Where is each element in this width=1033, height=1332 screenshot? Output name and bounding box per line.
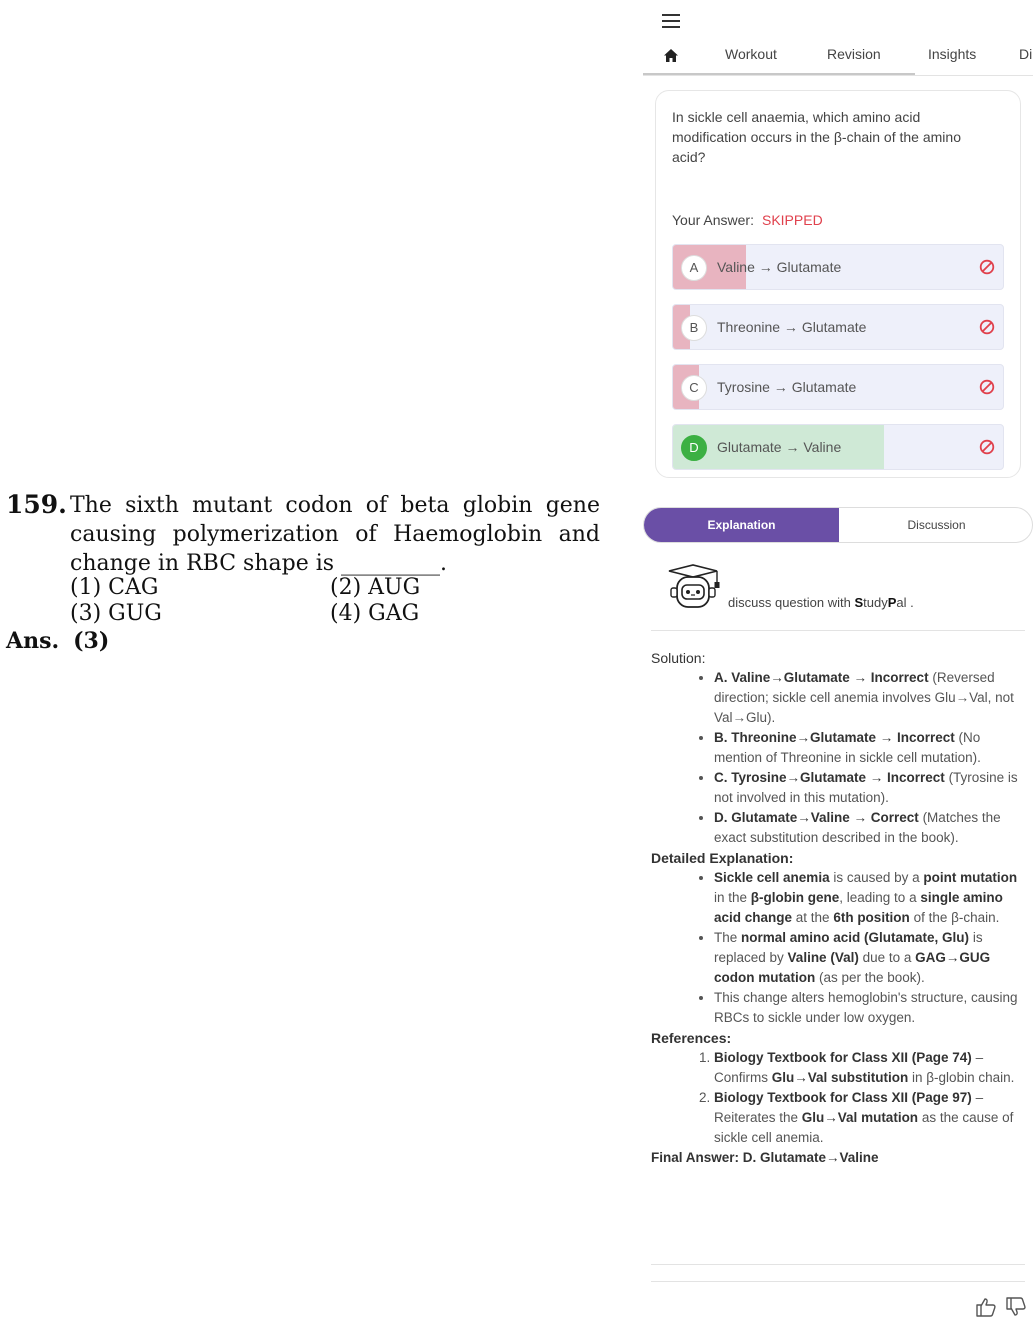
thumbs-up-icon[interactable]	[975, 1296, 997, 1318]
solution-options-list	[714, 668, 1029, 848]
ban-icon	[979, 379, 995, 395]
list-item	[714, 728, 1029, 768]
studypal-brand-end: al	[896, 595, 907, 610]
option-d[interactable]	[672, 424, 1004, 470]
rich-text: – Reiterates the	[714, 1090, 984, 1125]
rich-text: (as per the book).	[815, 970, 925, 985]
tab-scroll-indicator	[643, 73, 915, 76]
list-item	[714, 868, 1029, 928]
rich-text: single amino acid change	[714, 890, 1003, 925]
divider	[651, 630, 1025, 631]
solution-item-rest: (Tyrosine is not involved in this mutation).	[714, 770, 1018, 805]
scan-option-2: (2) AUG	[330, 575, 421, 600]
solution-item-head: D. Glutamate→Valine → Correct	[714, 810, 919, 825]
list-item	[714, 1088, 1029, 1148]
studypal-suffix: .	[906, 595, 914, 610]
home-icon[interactable]	[663, 48, 679, 64]
tab-workout[interactable]: Workout	[725, 46, 777, 62]
scan-answer-value: (3)	[73, 628, 110, 654]
studypal-brand-p: P	[887, 595, 897, 610]
option-c-letter: C	[681, 375, 707, 401]
option-c-text: Tyrosine → Glutamate	[717, 379, 857, 395]
option-b-text: Threonine → Glutamate	[717, 319, 867, 335]
rich-text: in β-globin chain.	[908, 1070, 1015, 1085]
rich-text: point mutation	[923, 870, 1018, 885]
solution-item-head: A. Valine→Glutamate → Incorrect	[714, 670, 929, 685]
solution-item-head: C. Tyrosine→Glutamate → Incorrect	[714, 770, 945, 785]
list-item	[714, 928, 1029, 988]
option-d-text: Glutamate → Valine	[717, 439, 842, 455]
question-card	[655, 90, 1021, 478]
divider	[651, 1264, 1025, 1265]
tab-insights[interactable]: Insights	[928, 46, 977, 62]
rich-text: as the cause of sickle cell anemia.	[714, 1110, 1014, 1145]
your-answer-label: Your Answer:	[672, 212, 754, 228]
references-list	[714, 1048, 1029, 1148]
rich-text: , leading to a	[839, 890, 921, 905]
solution-item-rest: (No mention of Threonine in sickle cell mutation).	[714, 730, 981, 765]
rich-text: is caused by a	[829, 870, 924, 885]
list-item	[714, 1048, 1029, 1088]
scan-answer-label: Ans.	[6, 628, 60, 654]
option-a-letter: A	[681, 255, 707, 281]
rich-text: GAG→GUG codon mutation	[714, 950, 991, 985]
detailed-heading: Detailed Explanation:	[651, 850, 794, 866]
rich-text: This change alters hemoglobin's structure, causing RBCs to sickle under low oxygen.	[714, 990, 1018, 1025]
solution-heading: Solution:	[651, 650, 706, 666]
rich-text: β-globin gene	[750, 890, 840, 905]
explanation-discussion-toggle	[643, 507, 1033, 543]
studypal-prompt[interactable]	[663, 564, 1023, 614]
scan-option-4: (4) GAG	[330, 601, 420, 626]
your-answer	[672, 212, 823, 228]
rich-text: is replaced by	[714, 930, 983, 965]
list-item	[714, 768, 1029, 808]
option-a-text: Valine → Glutamate	[717, 259, 842, 275]
menu-icon[interactable]	[662, 14, 680, 28]
option-d-letter: D	[681, 435, 707, 461]
tab-revision[interactable]: Revision	[827, 46, 881, 62]
studypal-brand-s: S	[854, 595, 864, 610]
ban-icon	[979, 259, 995, 275]
scan-answer	[6, 628, 109, 654]
studypal-prefix: discuss question with	[728, 595, 855, 610]
option-c[interactable]	[672, 364, 1004, 410]
rich-text: Sickle cell anemia	[714, 870, 830, 885]
card-question-text: In sickle cell anaemia, which amino acid modification occurs in the β-chain of the amino acid?	[672, 109, 961, 165]
rich-text: of the β-chain.	[909, 910, 1000, 925]
solution-item-head: B. Threonine→Glutamate → Incorrect	[714, 730, 955, 745]
list-item	[714, 988, 1029, 1028]
ban-icon	[979, 439, 995, 455]
rich-text: Glu→Val substitution	[771, 1070, 909, 1085]
rich-text: due to a	[858, 950, 916, 965]
rich-text: 6th position	[833, 910, 910, 925]
detailed-list	[714, 868, 1029, 1028]
option-b[interactable]	[672, 304, 1004, 350]
references-heading: References:	[651, 1030, 732, 1046]
question-text: The sixth mutant codon of beta globin gene causing polymerization of Haemoglobin and change in RBC shape is _________.	[70, 493, 600, 576]
ban-icon	[979, 319, 995, 335]
solution-item-rest: (Reversed direction; sickle cell anemia involves Glu→Val, not Val→Glu).	[714, 670, 1014, 725]
rich-text: at the	[792, 910, 834, 925]
tab-explanation[interactable]: Explanation	[644, 508, 839, 542]
rich-text: Biology Textbook for Class XII (Page 74)	[714, 1050, 972, 1065]
rich-text: Glu→Val mutation	[801, 1110, 919, 1125]
final-answer: Final Answer: D. Glutamate→Valine	[651, 1150, 879, 1165]
question-number: 159.	[6, 490, 67, 519]
your-answer-value: SKIPPED	[761, 212, 823, 228]
rich-text: Valine (Val)	[787, 950, 859, 965]
solution-content	[651, 648, 1029, 1168]
studypal-text[interactable]	[728, 595, 914, 610]
studypal-brand-mid: tudy	[863, 595, 888, 610]
rich-text: normal amino acid (Glutamate, Glu)	[741, 930, 970, 945]
rich-text: – Confirms	[714, 1050, 984, 1085]
scan-option-3: (3) GUG	[70, 601, 162, 626]
option-b-letter: B	[681, 315, 707, 341]
nav-tabs	[643, 40, 1033, 76]
studypal-robot-icon	[663, 564, 721, 610]
option-a[interactable]	[672, 244, 1004, 290]
tab-di[interactable]: Di	[1019, 46, 1033, 62]
rich-text: in the	[714, 890, 751, 905]
rich-text: Biology Textbook for Class XII (Page 97)	[714, 1090, 972, 1105]
app-panel	[643, 0, 1033, 1332]
list-item	[714, 808, 1029, 848]
scan-option-1: (1) CAG	[70, 575, 159, 600]
solution-item-rest: (Matches the exact substitution described in the book).	[714, 810, 1001, 845]
rich-text: The	[714, 930, 742, 945]
list-item	[714, 668, 1029, 728]
thumbs-down-icon[interactable]	[1005, 1296, 1027, 1318]
tab-discussion[interactable]: Discussion	[907, 518, 966, 532]
divider	[651, 1281, 1025, 1282]
